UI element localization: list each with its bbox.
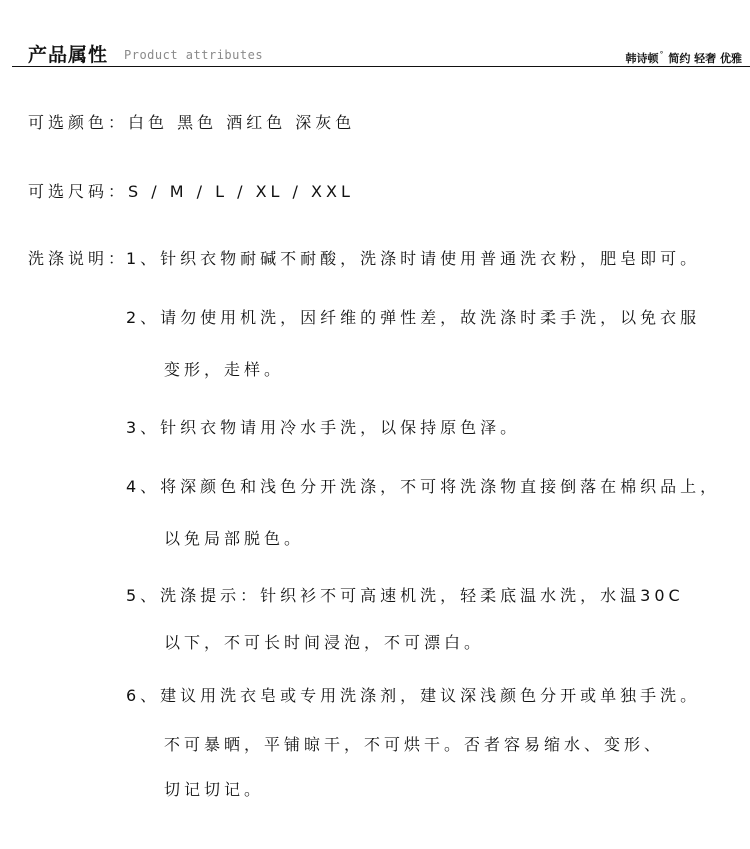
wash-line: 不可暴晒，平铺晾干，不可烘干。否者容易缩水、变形、 xyxy=(164,735,665,754)
brand-slogan: 简约 轻奢 优雅 xyxy=(668,52,742,65)
wash-line: 以免局部脱色。 xyxy=(164,529,305,548)
wash-line: 以下，不可长时间浸泡，不可漂白。 xyxy=(164,633,485,652)
wash-line: 1、针织衣物耐碱不耐酸，洗涤时请使用普通洗衣粉，肥皂即可。 xyxy=(126,249,701,268)
wash-line: 6、建议用洗衣皂或专用洗涤剂，建议深浅颜色分开或单独手洗。 xyxy=(126,686,701,705)
wash-line: 5、洗涤提示：针织衫不可高速机洗，轻柔底温水洗，水温30C xyxy=(126,586,684,605)
section-title: 产品属性 xyxy=(28,44,109,66)
header-divider xyxy=(12,66,750,67)
wash-line: 2、请勿使用机洗，因纤维的弹性差，故洗涤时柔手洗，以免衣服 xyxy=(126,308,701,327)
size-label: 可选尺码： xyxy=(28,182,129,201)
size-options xyxy=(28,179,354,202)
wash-line: 3、针织衣物请用冷水手洗，以保持原色泽。 xyxy=(126,418,521,437)
color-value: 白色 黑色 酒红色 深灰色 xyxy=(128,113,356,132)
section-header xyxy=(0,0,750,68)
size-value: S / M / L / XL / XXL xyxy=(128,182,354,201)
brand-mark: ° xyxy=(659,50,664,59)
wash-label: 洗涤说明： xyxy=(28,249,129,268)
wash-line: 4、将深颜色和浅色分开洗涤，不可将洗涤物直接倒落在棉织品上， xyxy=(126,477,721,496)
wash-line: 切记切记。 xyxy=(164,780,265,799)
brand-name: 韩诗顿 xyxy=(625,52,659,65)
color-label: 可选颜色： xyxy=(28,113,129,132)
color-options xyxy=(28,110,355,133)
brand xyxy=(625,50,742,66)
section-subtitle: Product attributes xyxy=(124,48,264,62)
wash-line: 变形，走样。 xyxy=(164,360,285,379)
